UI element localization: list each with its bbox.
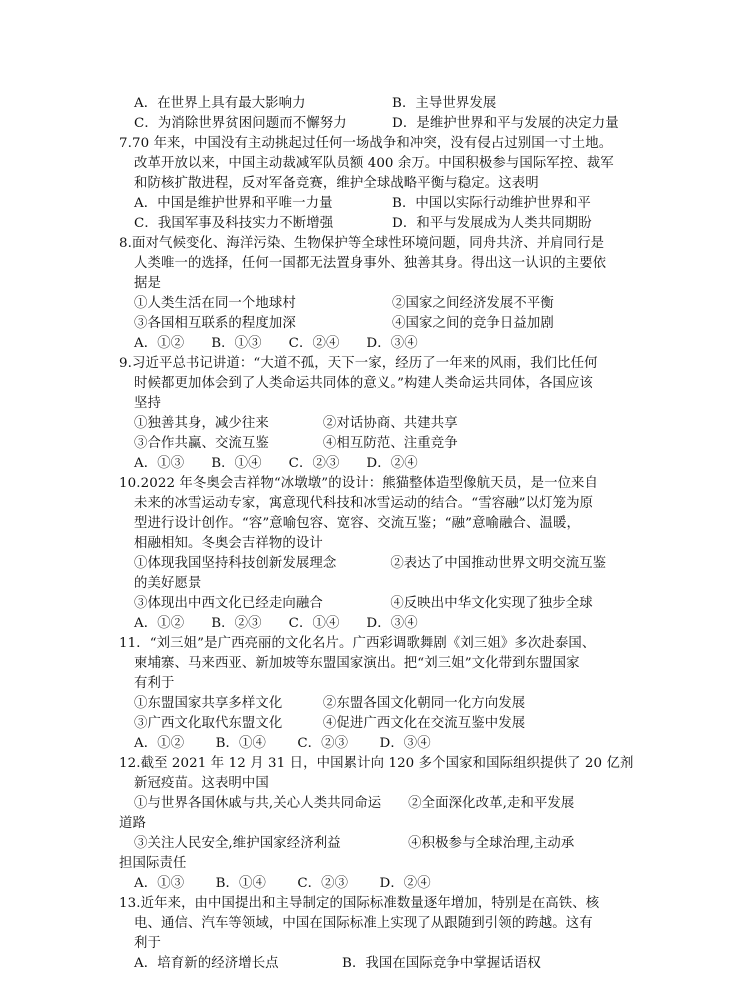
question-13-line-2: 电、通信、汽车等领域，中国在国际标准上实现了从跟随到引领的跨越。这有 <box>134 916 593 931</box>
question-10-line-4: 相融相知。冬奥会吉祥物的设计 <box>134 536 323 551</box>
statements-row: ③合作共赢、交流互鉴 ④相互防范、注重竞争 <box>134 436 458 451</box>
statements-row: ①与世界各国休戚与共,关心人类共同命运 ②全面深化改革,走和平发展 <box>134 796 575 811</box>
question-8-line-1: 8.面对气候变化、海洋污染、生物保护等全球性环境问题，同舟共济、并肩同行是 <box>119 236 605 251</box>
statements-row: ①东盟国家共享多样文化 ②东盟各国文化朝同一化方向发展 <box>134 696 526 711</box>
option-b: B．主导世界发展 <box>392 96 497 111</box>
question-13-line-1: 13.近年来，由中国提出和主导制定的国际标准数量逐年增加，特别是在高铁、核 <box>119 896 600 911</box>
option-d: D．和平与发展成为人类共同期盼 <box>392 216 592 231</box>
question-10-line-1: 10.2022 年冬奥会吉祥物“冰墩墩”的设计：熊猫整体造型像航天员，是一位来自 <box>119 476 599 491</box>
question-11-line-2: 柬埔寨、马来西亚、新加坡等东盟国家演出。把“刘三姐”文化带到东盟国家 <box>134 656 580 671</box>
question-9-line-2: 时候都更加体会到了人类命运共同体的意义。”构建人类命运共同体，各国应该 <box>134 376 593 391</box>
statements-row: ③广西文化取代东盟文化 ④促进广西文化在交流互鉴中发展 <box>134 716 526 731</box>
question-10-line-2: 未来的冰雪运动专家，寓意现代科技和冰雪运动的结合。“雪容融”以灯笼为原 <box>134 496 594 511</box>
statements-row: 担国际责任 <box>119 856 187 871</box>
options-row: A．①③ B．①④ C．②③ D．②④ <box>134 456 418 471</box>
question-12-line-2: 新冠疫苗。这表明中国 <box>134 776 269 791</box>
option-a: A．培育新的经济增长点 <box>134 956 279 971</box>
options-row: A．①② B．①③ C．②④ D．③④ <box>134 336 418 351</box>
statements-row: ③体现出中西文化已经走向融合 ④反映出中华文化实现了独步全球 <box>134 596 593 611</box>
statements-row: 道路 <box>119 816 146 831</box>
statement-1: ①人类生活在同一个地球村 <box>134 296 296 311</box>
question-11-line-3: 有利于 <box>134 676 175 691</box>
option-a: A．中国是维护世界和平唯一力量 <box>134 196 333 211</box>
question-7-line-2: 改革开放以来，中国主动裁减军队员额 400 余万。中国积极参与国际军控、裁军 <box>134 156 614 171</box>
options-row: A．①② B．②③ C．①④ D．③④ <box>134 616 418 631</box>
option-b: B．中国以实际行动维护世界和平 <box>392 196 591 211</box>
options-row: A．①③ B．①④ C．②③ D．②④ <box>134 876 431 891</box>
statements-row: 的美好愿景 <box>134 576 202 591</box>
statement-3: ③各国相互联系的程度加深 <box>134 316 296 331</box>
question-12-line-1: 12.截至 2021 年 12 月 31 日，中国累计向 120 多个国家和国际组织提供了 20 亿剂 <box>119 756 634 771</box>
options-row: A．①② B．①④ C．②③ D．③④ <box>134 736 431 751</box>
statement-4: ④国家之间的竞争日益加剧 <box>392 316 554 331</box>
question-9-line-1: 9.习近平总书记讲道：“大道不孤，天下一家，经历了一年来的风雨，我们比任何 <box>119 356 598 371</box>
option-c: C．为消除世界贫困问题而不懈努力 <box>134 116 347 131</box>
question-7-line-1: 7.70 年来，中国没有主动挑起过任何一场战争和冲突，没有侵占过别国一寸土地。 <box>119 136 613 151</box>
statements-row: ③关注人民安全,维护国家经济利益 ④积极参与全球治理,主动承 <box>134 836 575 851</box>
question-8-line-2: 人类唯一的选择，任何一国都无法置身事外、独善其身。得出这一认识的主要依 <box>134 256 607 271</box>
option-d: D．是维护世界和平与发展的决定力量 <box>392 116 619 131</box>
question-10-line-3: 型进行设计创作。“容”意喻包容、宽容、交流互鉴；“融”意喻融合、温暖， <box>134 516 580 531</box>
option-a: A．在世界上具有最大影响力 <box>134 96 306 111</box>
option-c: C．我国军事及科技实力不断增强 <box>134 216 334 231</box>
question-13-line-3: 利于 <box>134 936 161 951</box>
question-8-line-3: 据是 <box>134 276 161 291</box>
statements-row: ①独善其身，减少往来 ②对话协商、共建共享 <box>134 416 458 431</box>
statements-row: ①体现我国坚持科技创新发展理念 ②表达了中国推动世界文明交流互鉴 <box>134 556 607 571</box>
statement-2: ②国家之间经济发展不平衡 <box>392 296 554 311</box>
option-b: B．我国在国际竞争中掌握话语权 <box>342 956 541 971</box>
question-9-line-3: 坚持 <box>134 396 161 411</box>
question-11-line-1: 11．“刘三姐”是广西亮丽的文化名片。广西彩调歌舞剧《刘三姐》多次赴泰国、 <box>119 636 596 651</box>
question-7-line-3: 和防核扩散进程，反对军备竞赛，维护全球战略平衡与稳定。这表明 <box>134 176 539 191</box>
